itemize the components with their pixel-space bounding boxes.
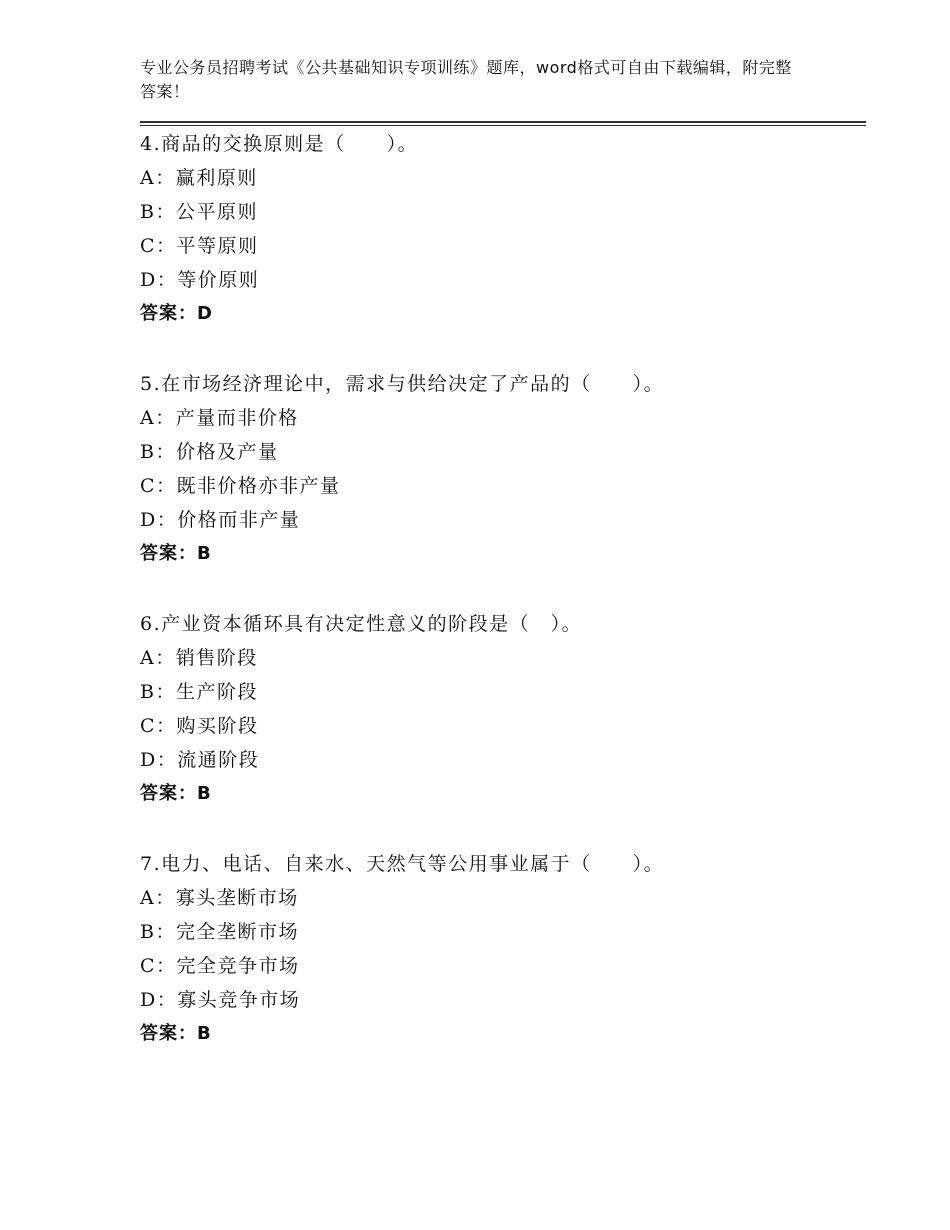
option-c: C：既非价格亦非产量 [140,475,341,497]
question-stem: 4.商品的交换原则是（ ）。 [140,133,419,155]
option-d: D：等价原则 [140,269,260,291]
header-rule-thin [140,125,866,126]
answer-line: 答案：B [140,1023,212,1044]
option-a: A：赢利原则 [140,167,258,189]
option-a: A：销售阶段 [140,647,258,669]
question-stem: 7.电力、电话、自来水、天然气等公用事业属于（ ）。 [140,853,665,875]
answer-line: 答案：B [140,543,212,564]
question-stem: 5.在市场经济理论中，需求与供给决定了产品的（ ）。 [140,373,665,395]
question-4 [140,127,866,331]
option-d: D：价格而非产量 [140,509,301,531]
option-b: B：生产阶段 [140,681,258,703]
option-b: B：公平原则 [140,201,258,223]
option-d: D：流通阶段 [140,749,260,771]
option-c: C：平等原则 [140,235,259,257]
option-a: A：寡头垄断市场 [140,887,299,909]
answer-line: 答案：B [140,783,212,804]
option-c: C：购买阶段 [140,715,259,737]
question-6 [140,607,866,811]
question-stem: 6.产业资本循环具有决定性意义的阶段是（ ）。 [140,613,583,635]
question-7 [140,847,866,1051]
option-b: B：价格及产量 [140,441,279,463]
header-rule-thick [140,121,866,123]
option-b: B：完全垄断市场 [140,921,299,943]
document-header: 专业公务员招聘考试《公共基础知识专项训练》题库，word格式可自由下载编辑，附完整答案！ [140,58,792,101]
option-a: A：产量而非价格 [140,407,299,429]
option-d: D：寡头竞争市场 [140,989,301,1011]
option-c: C：完全竞争市场 [140,955,300,977]
answer-line: 答案：D [140,303,213,324]
question-5 [140,367,866,571]
question-list [140,127,866,1087]
